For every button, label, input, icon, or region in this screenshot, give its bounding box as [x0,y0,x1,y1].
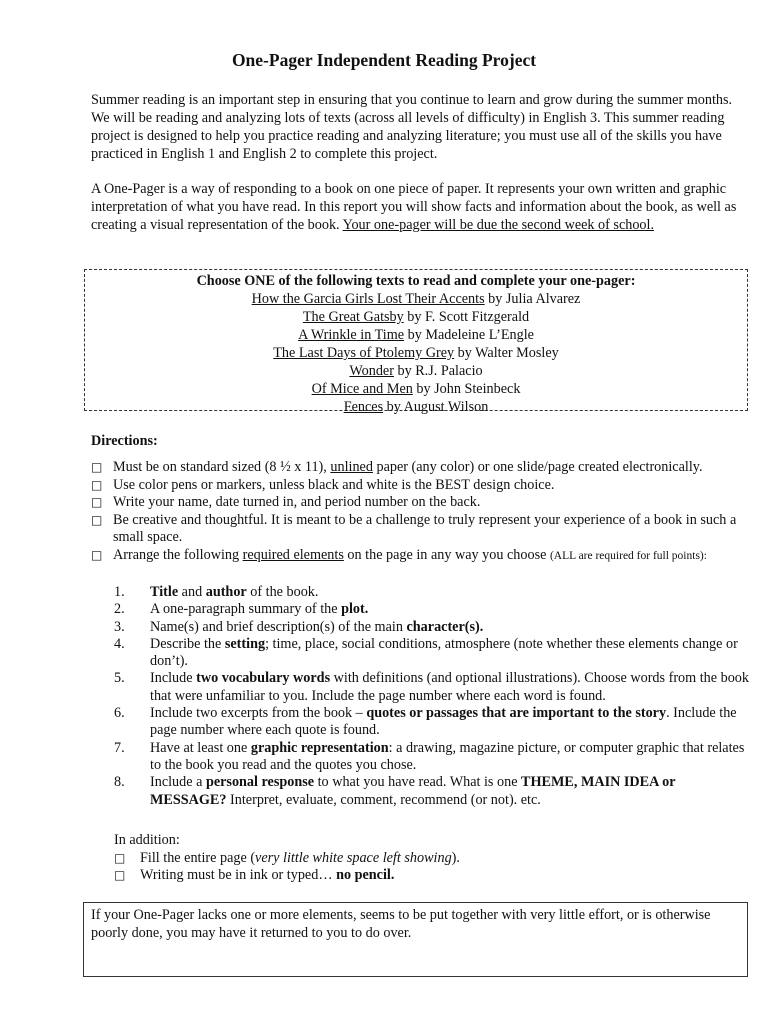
book-title: Wonder [349,363,394,379]
required-element-item [114,584,750,601]
direction-item: □ Write your name, date turned in, and period number on the back. [91,494,481,510]
required-element-item [114,619,750,636]
item-number: 4. [114,635,125,652]
intro-paragraph-summer-reading: Summer reading is an important step in ensuring that you continue to learn and grow during the summer months. We will be reading and analyzing lots of texts (across all levels of difficulty) in English 3. This summer reading project is designed to help you practice reading and analyzing literature; you must use all of the skills you have practiced in English 1 and English 2 to complete this project. [91,92,733,162]
book-title: The Great Gatsby [302,309,404,325]
addition-section [114,832,460,885]
item-number: 8. [114,774,125,791]
book-choices-heading: Choose ONE of the following texts to read and complete your one-pager: [196,273,636,289]
item-number: 2. [114,601,125,618]
unlined-term: unlined [330,459,373,475]
book-list [85,290,747,416]
book-author: by Madeleine L’Engle [404,327,534,343]
item-text: Include two excerpts from the book – quotes or passages that are important to the story. Include the page number where each quote is found. [150,705,737,739]
checkbox-icon: □ [114,850,126,865]
book-author: by John Steinbeck [412,381,521,397]
book-option [85,326,747,344]
required-element-item [114,601,750,618]
checkbox-icon: □ [91,477,103,492]
one-pager-definition: A One-Pager is a way of responding to a book on one piece of paper. It represents your own written and graphic interpretation of what you have read. In this report you will show facts and information about the book, as well as creating a visual representation of the book. [91,181,737,233]
checkbox-icon: □ [91,495,103,509]
book-author: by Walter Mosley [454,345,559,361]
book-author: by F. Scott Fitzgerald [403,309,530,325]
required-element-item [114,705,750,740]
book-title: A Wrinkle in Time [298,327,405,343]
book-title: How the Garcia Girls Lost Their Accents [251,291,485,307]
book-option [85,290,747,308]
checkbox-icon: □ [114,868,126,882]
item-text: Have at least one graphic representation: a drawing, magazine picture, or computer graphic that relates to the book you read and the quotes you chose. [150,739,745,773]
required-element-item [114,636,750,671]
book-author: by R.J. Palacio [393,363,483,379]
book-choices-box [84,269,748,415]
book-option [85,398,747,416]
item-number: 7. [114,739,125,756]
addition-heading: In addition: [114,832,180,848]
required-elements-list [114,584,750,809]
addition-item: □ Fill the entire page (very little white space left showing). [114,849,460,866]
warning-note-box: If your One-Pager lacks one or more elements, seems to be put together with very little effort, or is otherwise poorly done, you may have it returned to you to do over. [83,902,748,977]
book-option [85,380,747,398]
book-title: Fences [343,399,384,415]
checkbox-icon: □ [91,460,103,474]
directions-list [91,459,751,565]
due-date-note: Your one-pager will be due the second week of school. [342,217,655,233]
book-title: The Last Days of Ptolemy Grey [273,345,455,361]
direction-item: □ Be creative and thoughtful. It is meant to be a challenge to truly represent your experience of a book in such a small space. [91,511,737,545]
direction-item: □ Must be on standard sized (8 ½ x 11), unlined paper (any color) or one slide/page created electronically. [91,459,703,475]
item-number: 1. [114,584,125,600]
required-element-item [114,774,750,809]
book-author: by Julia Alvarez [484,291,581,307]
directions-heading: Directions: [91,433,158,449]
addition-item: □ Writing must be in ink or typed… no pencil. [114,867,395,883]
page-title: One-Pager Independent Reading Project [231,50,537,70]
item-text: Describe the setting; time, place, social conditions, atmosphere (note whether these elements change or don’t). [150,635,738,670]
book-option [85,308,747,326]
required-elements-term: required elements [242,546,344,563]
book-option [85,344,747,362]
checkbox-icon: □ [91,512,103,527]
item-text: A one-paragraph summary of the plot. [150,601,369,618]
item-number: 6. [114,705,125,722]
direction-item: □ Arrange the following required elements on the page in any way you choose (ALL are required for full points): [91,547,751,566]
required-element-item [114,670,750,705]
required-element-item [114,740,750,775]
item-text: Title and author of the book. [150,584,319,600]
book-option [85,362,747,380]
item-number: 5. [114,670,125,687]
book-author: by August Wilson [383,399,489,415]
item-text: Include a personal response to what you have read. What is one THEME, MAIN IDEA or MESSAGE? Interpret, evaluate, comment, recommend (or not). etc. [150,774,676,808]
intro-paragraph-one-pager [91,180,751,234]
direction-item: □ Use color pens or markers, unless black and white is the BEST design choice. [91,476,555,493]
item-text: Name(s) and brief description(s) of the main character(s). [150,618,484,635]
item-text: Include two vocabulary words with definitions (and optional illustrations). Choose words from the book that were unfamiliar to you. Include the page number where each word is found. [150,670,749,704]
book-title: Of Mice and Men [311,381,413,397]
checkbox-icon: □ [91,547,103,562]
item-number: 3. [114,618,125,635]
